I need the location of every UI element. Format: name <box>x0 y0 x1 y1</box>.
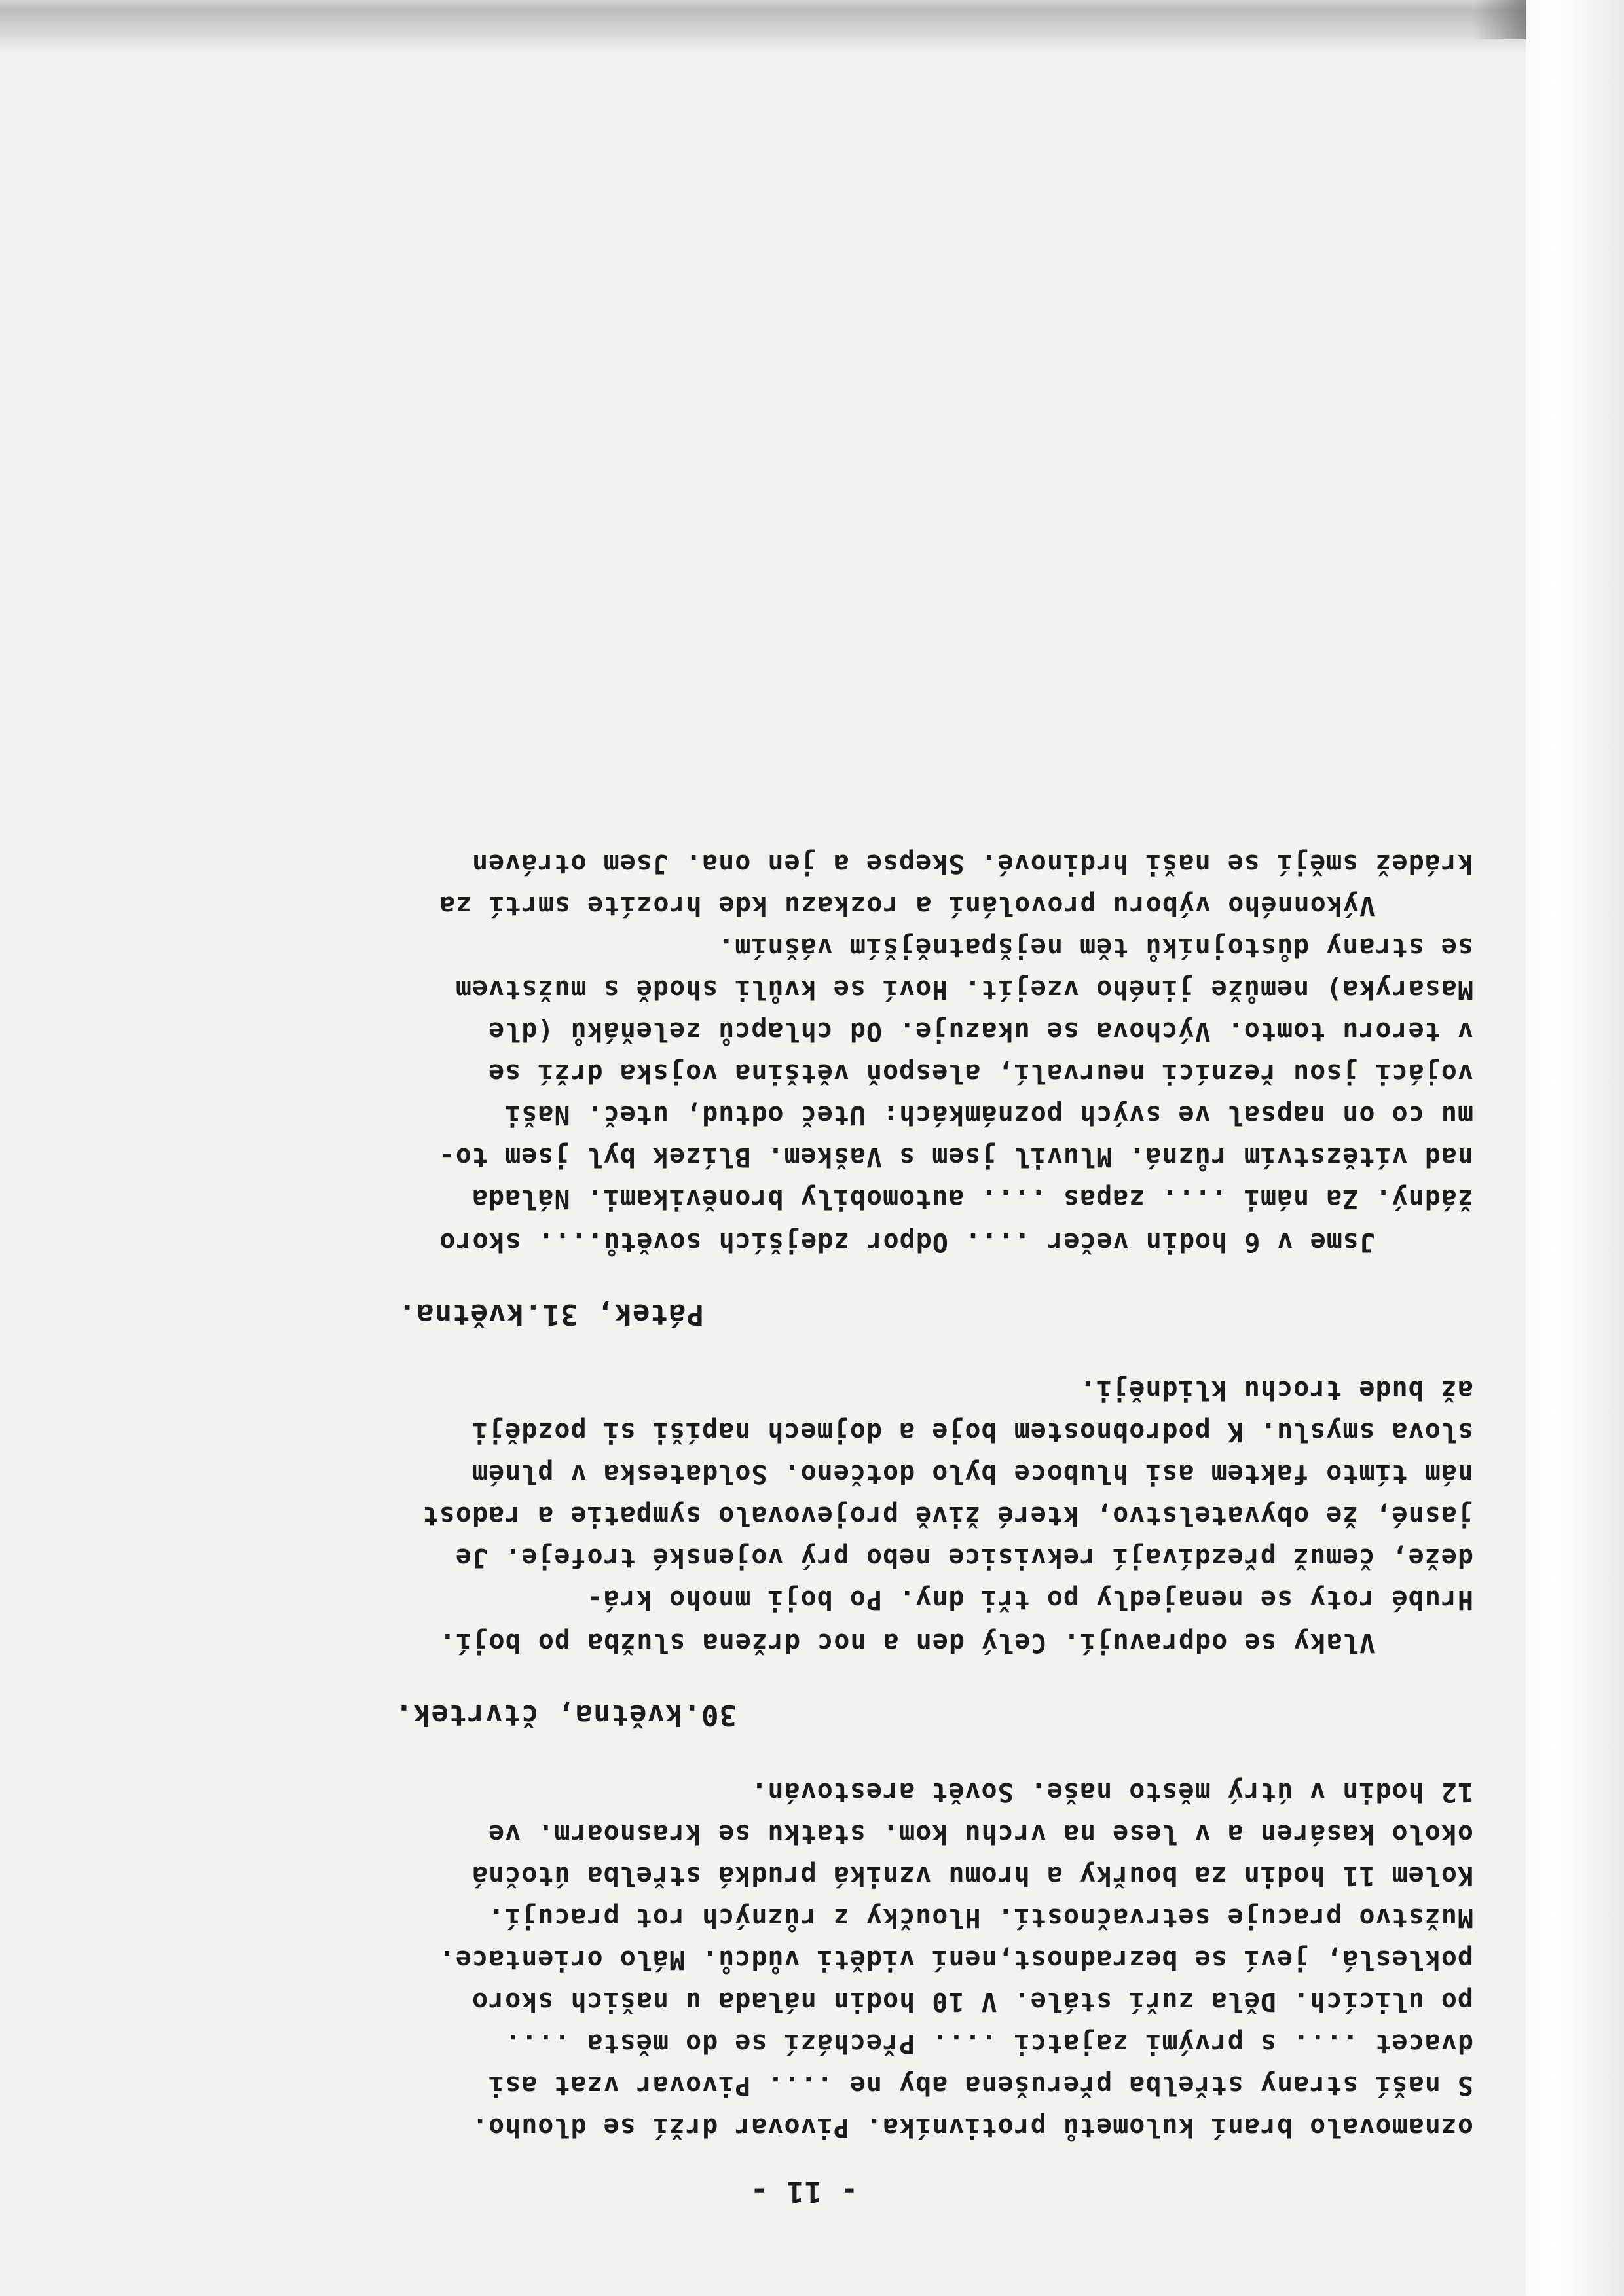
text-line: až bude trochu klidněji. <box>1079 1375 1473 1405</box>
text-line: Mužstvo pracuje setrvačností. Hloučky z různých rot pracují. <box>488 1903 1473 1933</box>
date-heading: 30.května, čtvrtek. <box>394 1698 737 1732</box>
text-line: mu co on napsal ve svých poznámkách: Uteč odtud, uteč. Naši <box>504 1100 1473 1130</box>
text-line: Masaryka) nemůže jiného vzejít. Hoví se kvůli shodě s mužstvem <box>454 974 1473 1004</box>
text-line: slova smyslu. K podrobnostem boje a dojmech napíši si později <box>471 1417 1473 1447</box>
date-heading: Pátek, 31.května. <box>397 1298 704 1331</box>
text-line: v teroru tomto. Výchova se ukazuje. Od chlapců zeleňáků (dle <box>488 1016 1473 1046</box>
page-number: - 11 - <box>750 2175 858 2208</box>
text-line: nám tímto faktem asi hluboce bylo dotčeno. Soldateska v plném <box>471 1459 1473 1489</box>
text-line: jasné, že obyvatelstvo, které živě projevovalo sympatie a radost <box>422 1501 1473 1531</box>
text-line: deže, čemuž přezdívají rekvisice nebo prý vojenské trofeje. Je <box>454 1542 1473 1573</box>
text-line: 12 hodin v útrý město naše. Sovět arestován. <box>750 1777 1473 1807</box>
text-line: okolo kasáren a v lese na vrchu kom. statku se krasnoarm. ve <box>488 1819 1473 1849</box>
text-line: oznamovalo braní kulometů protivníka. Pivovar drží se dlouho. <box>471 2112 1473 2142</box>
text-line: vojáci jsou řezníci neurvalí, alespoň většina vojska drží se <box>488 1058 1473 1088</box>
text-line: S naší strany střelba přerušena aby ne .... Pivovar vzat asi <box>488 2070 1473 2100</box>
text-line: po ulicích. Děla zuří stále. V 10 hodin nálada u našich skoro <box>471 1986 1473 2016</box>
text-line: Jsme v 6 hodin večer .... Odpor zdejších sovětů.... skoro <box>439 1227 1375 1257</box>
text-line: pokleslá, jeví se bezradnost,není viděti vůdců. Málo orientace. <box>438 1944 1473 1975</box>
text-line: se strany důstojníků těm nejšpatnějším vášním. <box>718 932 1473 962</box>
text-line: krádež smějí se naši hrdinové. Skepse a jen ona. Jsem otráven <box>471 848 1473 879</box>
text-line: Kolem 11 hodin za bouřky a hromu vzniká prudká střelba útočná <box>471 1861 1473 1891</box>
text-line: žádný. Za námi .... zapas .... automobily broněvikami. Nálada <box>471 1184 1473 1214</box>
text-line: Hrubé roty se nenajedly po tři dny. Po boji mnoho krá- <box>586 1584 1473 1614</box>
text-line: dvacet .... s prvými zajatci .... Přechází se do města .... <box>504 2028 1473 2058</box>
text-line: Výkonného výboru provolání a rozkazu kde hrozíte smrtí za <box>439 890 1375 920</box>
text-line: nad vítězstvím různá. Mluvil jsem s Vaškem. Blízek byl jsem to- <box>438 1142 1473 1172</box>
text-line: Vlaky se odpravují. Celý den a noc držena služba po bojí. <box>439 1628 1375 1658</box>
